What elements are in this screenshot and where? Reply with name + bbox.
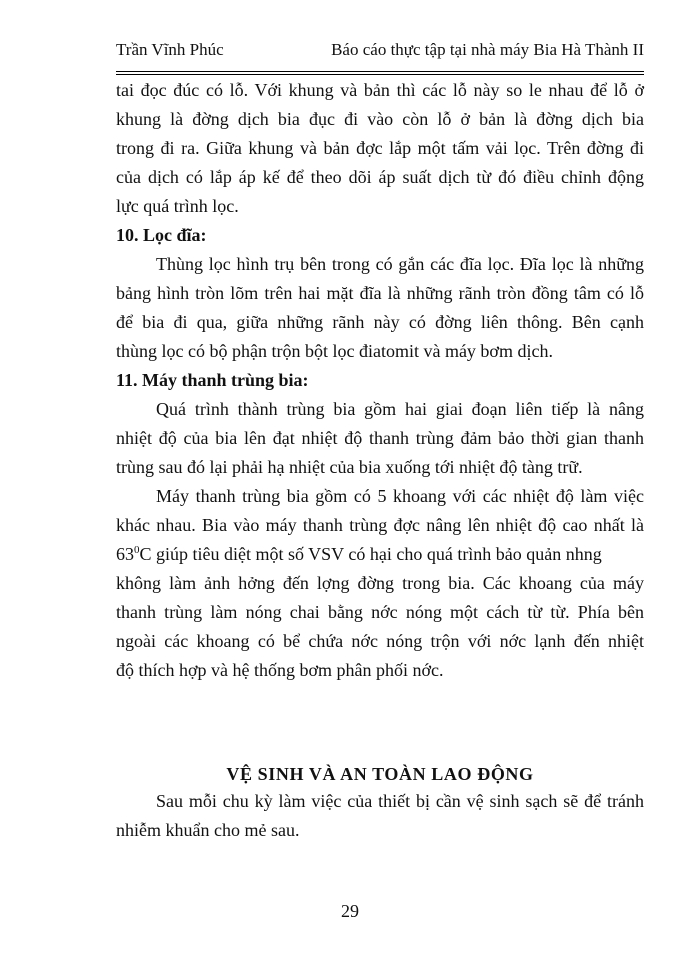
section-line: Sau mỗi chu kỳ làm việc của thiết bị cần vệ sinh sạch sẽ để tránh — [156, 791, 644, 811]
body-line: tai đọc đúc có lỗ. Với khung và bản thì các lỗ này so le nhau để lỗ ở — [116, 80, 644, 100]
header-rule — [116, 71, 644, 72]
body-line: trong đi ra. Giữa khung và bản đợc lắp một tấm vải lọc. Trên đờng đi — [116, 138, 644, 158]
body-line: Máy thanh trùng bia gồm có 5 khoang với các nhiệt độ làm việc — [156, 486, 644, 506]
section-title: VỆ SINH VÀ AN TOÀN LAO ĐỘNG — [226, 764, 534, 784]
heading-loc-dia: 10. Lọc đĩa: — [116, 225, 207, 245]
body-line: ngoài các khoang có bể chứa nớc nóng trộn với nớc lạnh đến nhiệt — [116, 631, 644, 651]
body-line: khung là đờng dịch bia đục đi vào còn lỗ ở bản là đờng dịch bia — [116, 109, 644, 129]
body-line: không làm ảnh hởng đến lợng đờng trong bia. Các khoang của máy — [116, 573, 644, 593]
body-line: thùng lọc có bộ phận trộn bột lọc điatomit và máy bơm dịch. — [116, 341, 553, 361]
temperature-rest: C giúp tiêu diệt một số VSV có hại cho quá trình bảo quản nhng — [139, 544, 602, 564]
section-line: nhiễm khuẩn cho mẻ sau. — [116, 820, 300, 840]
degree-superscript: 0 — [134, 544, 140, 556]
section-body — [116, 787, 644, 845]
body-line: khác nhau. Bia vào máy thanh trùng đợc nâng lên nhiệt độ cao nhất là — [116, 515, 644, 535]
body-line: lực quá trình lọc. — [116, 196, 239, 216]
temperature-value: 63 — [116, 544, 134, 564]
body-line: trùng sau đó lại phải hạ nhiệt của bia xuống tới nhiệt độ tàng trữ. — [116, 457, 583, 477]
body-line: Thùng lọc hình trụ bên trong có gắn các đĩa lọc. Đĩa lọc là những — [156, 254, 644, 274]
header-report-title: Báo cáo thực tập tại nhà máy Bia Hà Thành II — [331, 40, 644, 59]
body-line: để bia đi qua, giữa những rãnh này có đờng liên thông. Bên cạnh — [116, 312, 644, 332]
body-line: nhiệt độ của bia lên đạt nhiệt độ thanh trùng đảm bảo thời gian thanh — [116, 428, 644, 448]
document-body — [116, 76, 644, 685]
body-line: Quá trình thành trùng bia gồm hai giai đoạn liên tiếp là nâng — [156, 399, 644, 419]
header-author: Trần Vĩnh Phúc — [116, 40, 224, 59]
body-line: thanh trùng làm nóng chai bằng nớc nóng một cách từ từ. Phía bên — [116, 602, 644, 622]
page-number: 29 — [341, 901, 359, 921]
body-line: độ thích hợp và hệ thống bơm phân phối nớc. — [116, 660, 444, 680]
body-line: bảng hình tròn lõm trên hai mặt đĩa là những rãnh tròn đồng tâm có lỗ — [116, 283, 644, 303]
body-line-temperature — [116, 540, 644, 569]
heading-may-thanh-trung: 11. Máy thanh trùng bia: — [116, 370, 309, 390]
body-line: của dịch có lắp áp kế để theo dõi áp suất dịch từ đó điều chỉnh động — [116, 167, 644, 187]
page-header — [116, 40, 644, 66]
header-rule-second — [116, 74, 644, 75]
